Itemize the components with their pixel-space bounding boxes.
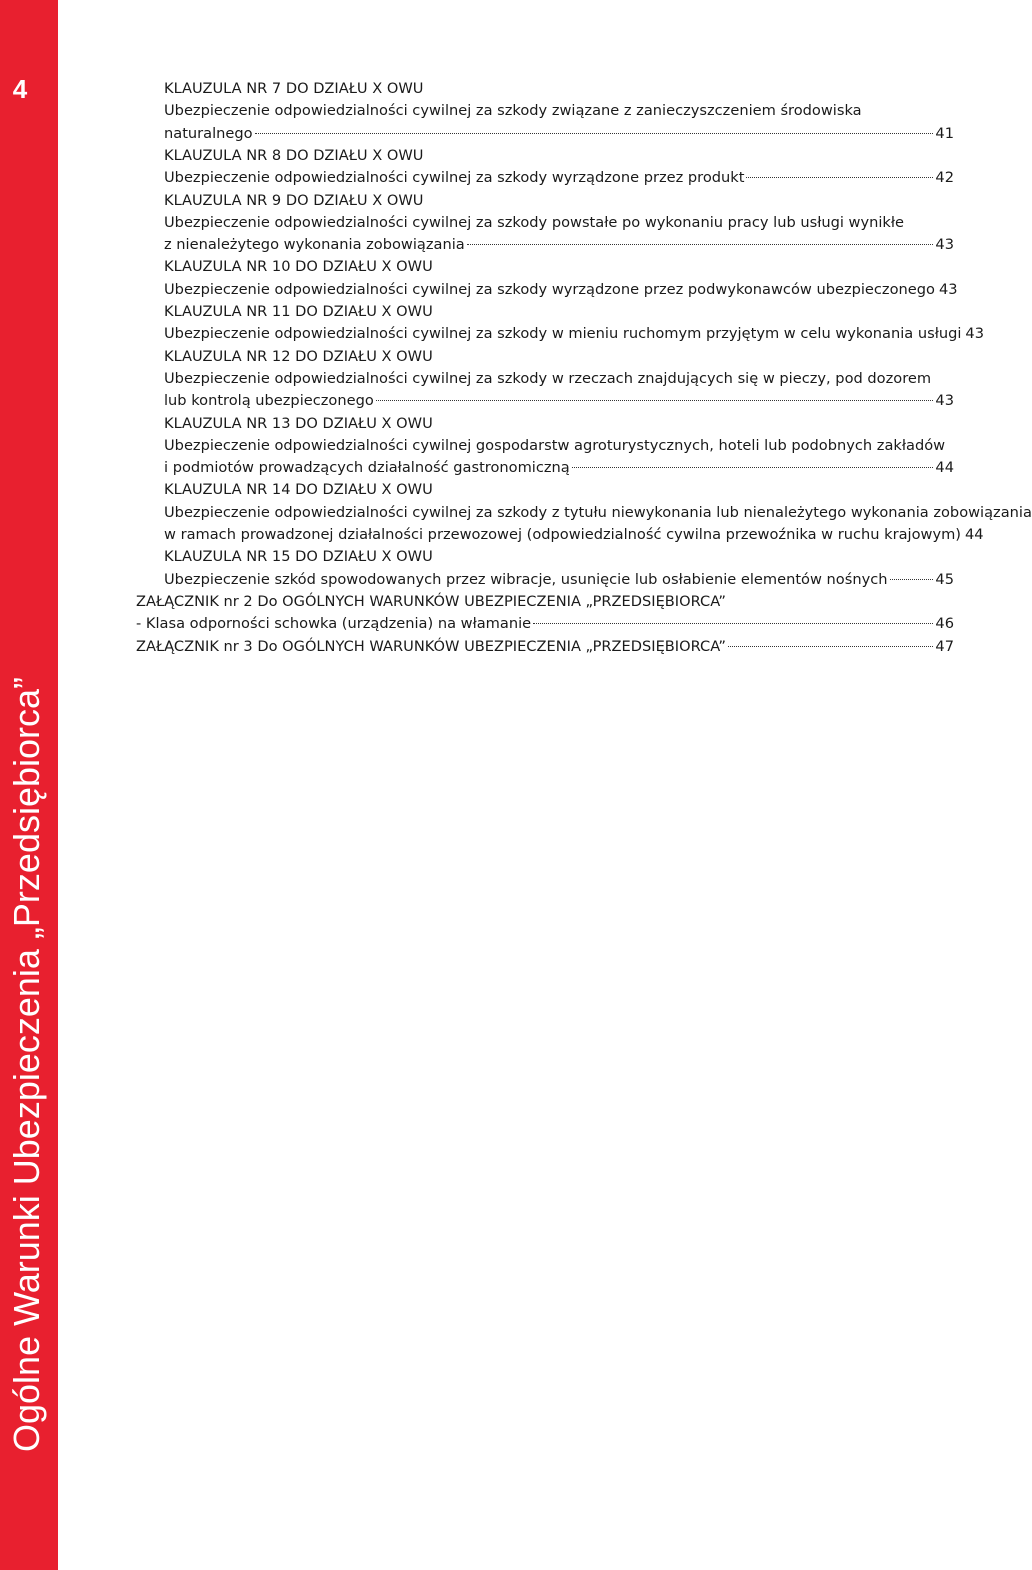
dot-leader — [467, 230, 934, 245]
dot-leader — [255, 119, 934, 134]
toc-page-number: 43 — [965, 325, 984, 343]
toc-line — [164, 524, 984, 546]
toc-page-number: 43 — [938, 280, 958, 298]
toc-line: Ubezpieczenie odpowiedzialności cywilnej za szkody w rzeczach znajdujących się w pieczy, pod dozorem — [164, 369, 932, 387]
toc-entry-title: w ramach prowadzonej działalności przewozowej (odpowiedzialność cywilna przewoźnika w ruchu krajowym) — [164, 526, 961, 543]
toc-line: KLAUZULA NR 10 DO DZIAŁU X OWU — [164, 258, 433, 276]
toc-line: Ubezpieczenie odpowiedzialności cywilnej za szkody z tytułu niewykonania lub nienależytego wykonania zobowiązania — [164, 503, 1032, 521]
toc-line: Ubezpieczenie odpowiedzialności cywilnej za szkody związane z zanieczyszczeniem środowiska — [164, 102, 862, 120]
toc-line — [164, 167, 954, 189]
toc-entry-title: ZAŁĄCZNIK nr 3 Do OGÓLNYCH WARUNKÓW UBEZPIECZENIA „PRZEDSIĘBIORCA” — [136, 637, 726, 655]
toc-line — [136, 636, 954, 658]
dot-leader — [533, 609, 933, 624]
toc-line: ZAŁĄCZNIK nr 2 Do OGÓLNYCH WARUNKÓW UBEZPIECZENIA „PRZEDSIĘBIORCA” — [136, 592, 726, 610]
toc-line: KLAUZULA NR 14 DO DZIAŁU X OWU — [164, 481, 433, 499]
toc-page-number: 44 — [935, 459, 954, 477]
toc-entry-title: lub kontrolą ubezpieczonego — [164, 392, 374, 410]
toc-entry-title: Ubezpieczenie odpowiedzialności cywilnej za szkody wyrządzone przez produkt — [164, 169, 745, 187]
dot-leader — [572, 453, 934, 468]
toc-entry-title: - Klasa odporności schowka (urządzenia) na włamanie — [136, 615, 532, 633]
toc-line: KLAUZULA NR 13 DO DZIAŁU X OWU — [164, 414, 433, 432]
dot-leader — [728, 632, 933, 647]
side-title: Ogólne Warunki Ubezpieczenia „Przedsiębiorca” — [6, 676, 47, 1452]
toc-entry-title: naturalnego — [164, 124, 253, 142]
toc-line: Ubezpieczenie odpowiedzialności cywilnej gospodarstw agroturystycznych, hoteli lub podobnych zakładów — [164, 436, 946, 454]
toc-page-number: 44 — [965, 526, 984, 543]
toc-entry-title: i podmiotów prowadzących działalność gastronomiczną — [164, 459, 570, 477]
toc-line — [164, 123, 954, 145]
toc-line — [164, 279, 958, 301]
toc-line — [164, 457, 954, 479]
toc-page-number: 43 — [935, 392, 954, 410]
toc-page-number: 42 — [935, 169, 954, 187]
toc-page-number: 46 — [935, 615, 954, 633]
toc-line — [164, 569, 954, 591]
toc-line — [164, 323, 984, 345]
toc-page-number: 47 — [935, 637, 954, 655]
toc-line: KLAUZULA NR 12 DO DZIAŁU X OWU — [164, 347, 433, 365]
toc-page-number: 43 — [935, 236, 954, 254]
sidebar-band — [0, 0, 58, 1570]
dot-leader — [890, 565, 934, 580]
toc-entry-title: Ubezpieczenie odpowiedzialności cywilnej za szkody w mieniu ruchomym przyjętym w celu wykonania usługi — [164, 325, 962, 343]
toc-line — [164, 390, 954, 412]
page-number: 4 — [12, 74, 28, 104]
toc-line — [164, 234, 954, 256]
toc-line: KLAUZULA NR 15 DO DZIAŁU X OWU — [164, 548, 433, 566]
dot-leader — [746, 163, 933, 178]
toc-line: KLAUZULA NR 9 DO DZIAŁU X OWU — [164, 191, 424, 209]
toc-line: KLAUZULA NR 11 DO DZIAŁU X OWU — [164, 303, 433, 320]
toc-entry-title: z nienależytego wykonania zobowiązania — [164, 236, 465, 254]
toc-entry-title: Ubezpieczenie odpowiedzialności cywilnej za szkody wyrządzone przez podwykonawców ubezpieczonego — [164, 280, 935, 298]
toc-page-number: 41 — [935, 124, 954, 142]
toc-line: Ubezpieczenie odpowiedzialności cywilnej za szkody powstałe po wykonaniu pracy lub usługi wynikłe — [164, 213, 905, 231]
dot-leader — [376, 386, 934, 401]
toc-page-number: 45 — [935, 570, 954, 588]
toc-line: KLAUZULA NR 7 DO DZIAŁU X OWU — [164, 80, 424, 97]
toc-entry-title: Ubezpieczenie szkód spowodowanych przez wibracje, usunięcie lub osłabienie elementów nośnych — [164, 570, 888, 588]
toc-line: KLAUZULA NR 8 DO DZIAŁU X OWU — [164, 146, 424, 164]
